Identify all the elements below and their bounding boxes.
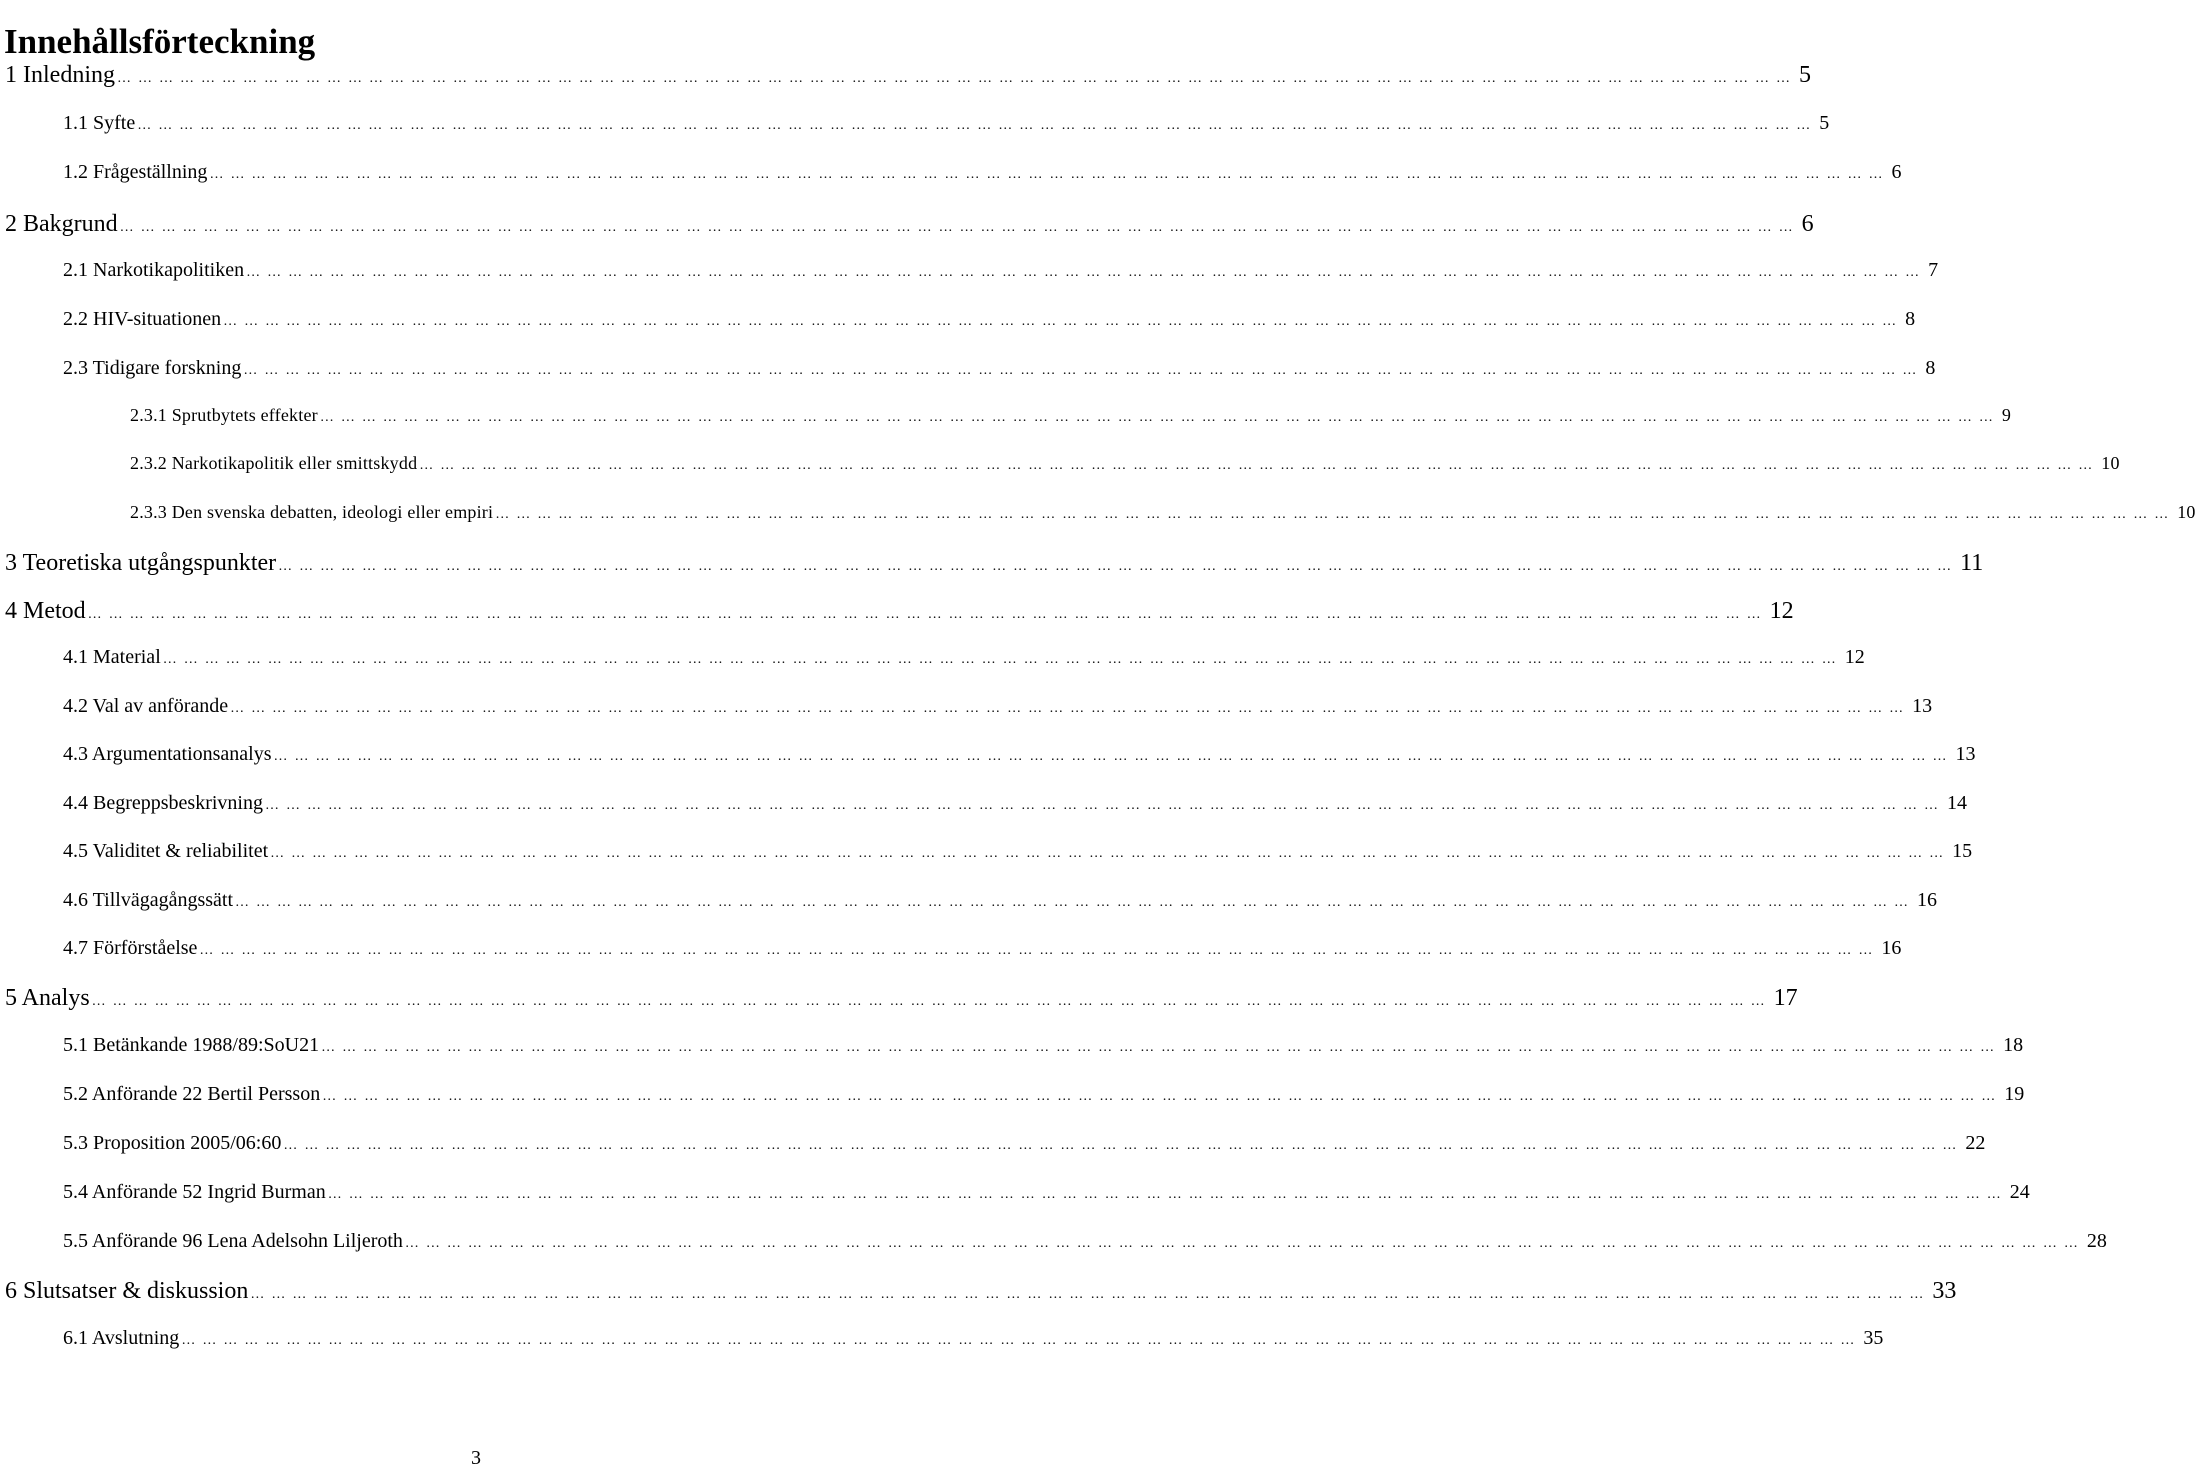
- toc-entry-page-number: 17: [1773, 985, 1798, 1011]
- toc-entry-page-number: 19: [2004, 1083, 2025, 1105]
- toc-entry-page-number: 12: [1844, 646, 1865, 668]
- toc-entry-page-number: 35: [1863, 1327, 1884, 1349]
- toc-dot-leader: ……………………………………………………………………………………………………………………………………………………………………………………………………………………: [270, 846, 1951, 861]
- toc-entry[interactable]: [5, 1278, 1957, 1314]
- toc-entry-label: 5.5 Anförande 96 Lena Adelsohn Liljeroth: [63, 1230, 403, 1252]
- toc-entry-page-number: 8: [1905, 308, 1916, 330]
- toc-dot-leader: ……………………………………………………………………………………………………………………………………………………………………………………………………………………: [321, 1040, 2002, 1055]
- toc-entry-page-number: 33: [1932, 1278, 1957, 1304]
- toc-entry[interactable]: [130, 405, 2012, 441]
- toc-entry-label: 2.1 Narkotikapolitiken: [63, 259, 245, 281]
- toc-entry-label: 3 Teoretiska utgångspunkter: [5, 550, 277, 576]
- toc-entry[interactable]: [63, 1132, 1986, 1168]
- toc-entry[interactable]: [63, 1034, 2024, 1070]
- toc-dot-leader: ……………………………………………………………………………………………………………………………………………………………………………………………………………………: [404, 1236, 2085, 1251]
- toc-entry[interactable]: [130, 502, 2196, 538]
- toc-entry-page-number: 5: [1798, 62, 1811, 88]
- toc-entry-label: 1.2 Frågeställning: [63, 161, 208, 183]
- toc-entry-label: 4.2 Val av anförande: [63, 695, 229, 717]
- toc-dot-leader: ……………………………………………………………………………………………………………………………………………………………………………………………………………………: [209, 167, 1890, 182]
- toc-entry-page-number: 15: [1952, 840, 1973, 862]
- toc-entry-label: 5.1 Betänkande 1988/89:SoU21: [63, 1034, 320, 1056]
- toc-dot-leader: ……………………………………………………………………………………………………………………………………………………………………………………………………………………: [495, 507, 2176, 522]
- toc-entry[interactable]: [63, 646, 1865, 682]
- toc-entry-label: 2.2 HIV-situationen: [63, 308, 222, 330]
- toc-entry[interactable]: [5, 550, 1984, 586]
- toc-entry-page-number: 7: [1928, 259, 1939, 281]
- toc-dot-leader: ……………………………………………………………………………………………………………………………………………………………………………………………………………………: [273, 749, 1954, 764]
- toc-dot-leader: ……………………………………………………………………………………………………………………………………………………………………………………………………………………: [235, 895, 1916, 910]
- toc-dot-leader: ……………………………………………………………………………………………………………………………………………………………………………………………………………………: [278, 559, 1959, 574]
- toc-entry-label: 5.2 Anförande 22 Bertil Persson: [63, 1083, 321, 1105]
- toc-dot-leader: ……………………………………………………………………………………………………………………………………………………………………………………………………………………: [119, 220, 1800, 235]
- toc-entry[interactable]: [63, 792, 1967, 828]
- toc-entry-label: 4.1 Material: [63, 646, 161, 668]
- toc-entry-page-number: 11: [1960, 550, 1984, 576]
- toc-entry-label: 5.4 Anförande 52 Ingrid Burman: [63, 1181, 326, 1203]
- toc-entry[interactable]: [63, 112, 1830, 148]
- toc-entry-label: 1 Inledning: [5, 62, 115, 88]
- footer-page-number: 3: [471, 1447, 481, 1469]
- toc-entry-page-number: 13: [1912, 695, 1933, 717]
- toc-entry-label: 6 Slutsatser & diskussion: [5, 1278, 249, 1304]
- toc-entry[interactable]: [63, 259, 1939, 295]
- toc-entry-page-number: 24: [2009, 1181, 2030, 1203]
- page-title: Innehållsförteckning: [4, 22, 316, 62]
- toc-entry[interactable]: [63, 937, 1902, 973]
- toc-entry-page-number: 14: [1946, 792, 1967, 814]
- toc-entry-page-number: 8: [1925, 357, 1936, 379]
- toc-entry[interactable]: [63, 1327, 1884, 1363]
- toc-entry-page-number: 10: [2177, 502, 2196, 522]
- toc-entry[interactable]: [130, 453, 2120, 489]
- toc-entry-page-number: 13: [1955, 743, 1976, 765]
- toc-entry[interactable]: [63, 308, 1916, 344]
- toc-entry-page-number: 12: [1769, 598, 1794, 624]
- toc-entry-label: 4.7 Förförståelse: [63, 937, 198, 959]
- toc-dot-leader: ……………………………………………………………………………………………………………………………………………………………………………………………………………………: [283, 1138, 1964, 1153]
- toc-entry[interactable]: [63, 889, 1938, 925]
- page-footer: [0, 1446, 960, 1470]
- toc-entry-label: 5.3 Proposition 2005/06:60: [63, 1132, 282, 1154]
- toc-entry[interactable]: [5, 211, 1814, 247]
- toc-dot-leader: ……………………………………………………………………………………………………………………………………………………………………………………………………………………: [116, 71, 1797, 86]
- toc-entry-label: 4.3 Argumentationsanalys: [63, 743, 272, 765]
- toc-entry[interactable]: [63, 743, 1976, 779]
- toc-entry[interactable]: [63, 840, 1973, 876]
- toc-entry[interactable]: [63, 357, 1936, 393]
- toc-entry-page-number: 6: [1801, 211, 1814, 237]
- toc-entry-label: 1.1 Syfte: [63, 112, 136, 134]
- toc-dot-leader: ……………………………………………………………………………………………………………………………………………………………………………………………………………………: [162, 652, 1843, 667]
- toc-entry[interactable]: [5, 985, 1798, 1021]
- toc-entry[interactable]: [63, 1181, 2030, 1217]
- toc-entry-label: 4.4 Begreppsbeskrivning: [63, 792, 263, 814]
- toc-entry-page-number: 9: [2001, 405, 2012, 425]
- toc-dot-leader: ……………………………………………………………………………………………………………………………………………………………………………………………………………………: [319, 410, 2000, 425]
- toc-entry-label: 5 Analys: [5, 985, 90, 1011]
- toc-entry-label: 2 Bakgrund: [5, 211, 118, 237]
- toc-dot-leader: ……………………………………………………………………………………………………………………………………………………………………………………………………………………: [243, 363, 1924, 378]
- toc-entry-label: 4 Metod: [5, 598, 86, 624]
- toc-dot-leader: ……………………………………………………………………………………………………………………………………………………………………………………………………………………: [264, 798, 1945, 813]
- toc-dot-leader: ……………………………………………………………………………………………………………………………………………………………………………………………………………………: [322, 1089, 2003, 1104]
- toc-dot-leader: ……………………………………………………………………………………………………………………………………………………………………………………………………………………: [250, 1287, 1931, 1302]
- toc-entry-page-number: 16: [1917, 889, 1938, 911]
- toc-dot-leader: ……………………………………………………………………………………………………………………………………………………………………………………………………………………: [91, 994, 1772, 1009]
- toc-dot-leader: ……………………………………………………………………………………………………………………………………………………………………………………………………………………: [223, 314, 1904, 329]
- toc-entry-page-number: 6: [1891, 161, 1902, 183]
- toc-dot-leader: ……………………………………………………………………………………………………………………………………………………………………………………………………………………: [230, 701, 1911, 716]
- toc-dot-leader: ……………………………………………………………………………………………………………………………………………………………………………………………………………………: [419, 458, 2100, 473]
- toc-dot-leader: ……………………………………………………………………………………………………………………………………………………………………………………………………………………: [137, 118, 1818, 133]
- toc-dot-leader: ……………………………………………………………………………………………………………………………………………………………………………………………………………………: [181, 1333, 1862, 1348]
- toc-entry-label: 2.3 Tidigare forskning: [63, 357, 242, 379]
- toc-entry[interactable]: [63, 161, 1902, 197]
- toc-entry[interactable]: [63, 1083, 2025, 1119]
- toc-entry-page-number: 22: [1965, 1132, 1986, 1154]
- toc-entry-label: 2.3.3 Den svenska debatten, ideologi eller empiri: [130, 502, 494, 522]
- toc-entry-page-number: 5: [1819, 112, 1830, 134]
- toc-dot-leader: ……………………………………………………………………………………………………………………………………………………………………………………………………………………: [246, 265, 1927, 280]
- toc-entry-label: 4.6 Tillvägagångssätt: [63, 889, 234, 911]
- toc-dot-leader: ……………………………………………………………………………………………………………………………………………………………………………………………………………………: [87, 607, 1768, 622]
- toc-entry-page-number: 16: [1881, 937, 1902, 959]
- toc-entry-page-number: 18: [2003, 1034, 2024, 1056]
- toc-entry[interactable]: [63, 1230, 2107, 1266]
- toc-entry-page-number: 10: [2101, 453, 2120, 473]
- toc-entry-label: 4.5 Validitet & reliabilitet: [63, 840, 269, 862]
- toc-entry-label: 2.3.2 Narkotikapolitik eller smittskydd: [130, 453, 418, 473]
- toc-entry-label: 2.3.1 Sprutbytets effekter: [130, 405, 318, 425]
- toc-entry-page-number: 28: [2086, 1230, 2107, 1252]
- toc-entry[interactable]: [5, 598, 1794, 634]
- toc-dot-leader: ……………………………………………………………………………………………………………………………………………………………………………………………………………………: [199, 943, 1880, 958]
- toc-entry[interactable]: [63, 695, 1933, 731]
- toc-entry[interactable]: [5, 62, 1811, 98]
- toc-entry-label: 6.1 Avslutning: [63, 1327, 180, 1349]
- toc-dot-leader: ……………………………………………………………………………………………………………………………………………………………………………………………………………………: [327, 1187, 2008, 1202]
